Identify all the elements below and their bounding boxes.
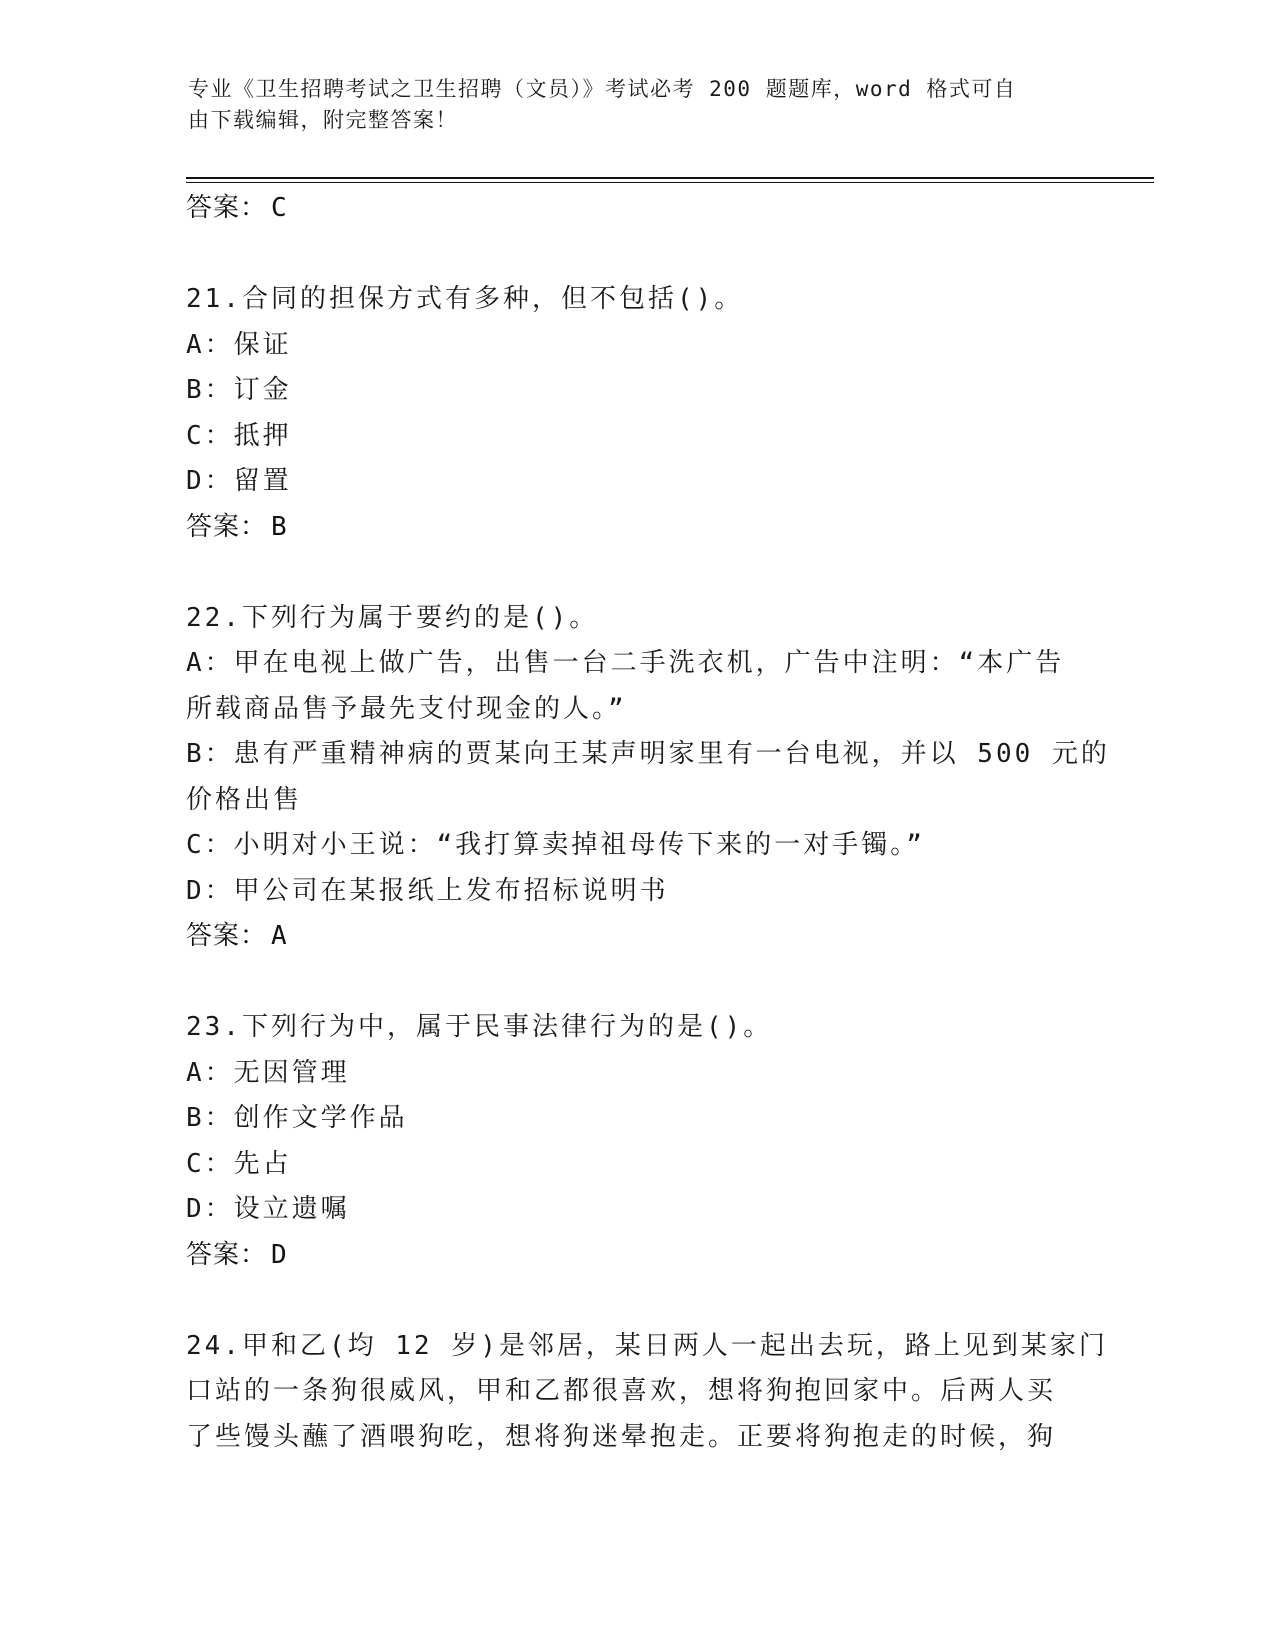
answer-label: 答案： — [186, 1239, 268, 1270]
question-23 — [186, 1005, 1086, 1278]
question-24 — [186, 1324, 1108, 1461]
option-c: C：先占 — [186, 1148, 292, 1179]
answer-line — [186, 1233, 1086, 1279]
option-c: C：小明对小王说：“我打算卖掉祖母传下来的一对手镯。” — [186, 830, 925, 860]
spacer — [186, 232, 1086, 278]
answer-value: C — [271, 193, 288, 223]
question-22 — [186, 596, 1110, 960]
question-stem-line-3: 了些馒头蘸了酒喂狗吃，想将狗迷晕抱走。正要将狗抱走的时候，狗 — [186, 1421, 1057, 1452]
question-stem-line-2: 口站的一条狗很威风，甲和乙都很喜欢，想将狗抱回家中。后两人买 — [186, 1376, 1057, 1406]
answer-line — [186, 505, 1086, 551]
option-b: B：订金 — [186, 375, 292, 405]
answer-label: 答案： — [186, 921, 268, 951]
option-a: A：无因管理 — [186, 1057, 350, 1088]
answer-value: B — [271, 511, 288, 542]
option-b-continued: 价格出售 — [186, 784, 303, 815]
question-stem: 22.下列行为属于要约的是()。 — [186, 602, 599, 633]
spacer — [186, 1278, 1086, 1324]
option-d: D：甲公司在某报纸上发布招标说明书 — [186, 875, 669, 906]
header-divider-thin — [186, 182, 1154, 183]
question-stem: 23.下列行为中，属于民事法律行为的是()。 — [186, 1012, 773, 1042]
header-line-2: 由下载编辑，附完整答案！ — [188, 108, 458, 132]
spacer — [186, 550, 1086, 596]
answer-label: 答案： — [186, 511, 268, 542]
option-a: A：保证 — [186, 329, 292, 360]
option-a-continued: 所载商品售予最先支付现金的人。” — [186, 693, 627, 724]
header-line-1: 专业《卫生招聘考试之卫生招聘（文员）》考试必考 200 题题库，word 格式可自 — [188, 77, 1017, 101]
answer-line — [186, 914, 1086, 960]
answer-label: 答案： — [186, 193, 268, 223]
spacer — [186, 960, 1086, 1006]
answer-value: D — [271, 1239, 288, 1270]
answer-value: A — [271, 921, 288, 951]
option-c: C：抵押 — [186, 420, 292, 451]
page-header — [188, 74, 1068, 136]
option-d: D：设立遗嘱 — [186, 1194, 350, 1224]
option-b: B：创作文学作品 — [186, 1103, 408, 1133]
answer-line — [186, 186, 1086, 232]
option-b: B：患有严重精神病的贾某向王某声明家里有一台电视，并以 500 元的 — [186, 739, 1110, 769]
option-d: D：留置 — [186, 466, 292, 496]
question-content — [186, 186, 1110, 1460]
question-21 — [186, 277, 1086, 550]
header-divider — [186, 177, 1154, 179]
option-a: A：甲在电视上做广告，出售一台二手洗衣机，广告中注明：“本广告 — [186, 648, 1065, 678]
question-stem-line-1: 24.甲和乙(均 12 岁)是邻居，某日两人一起出去玩，路上见到某家门 — [186, 1330, 1108, 1361]
question-stem: 21.合同的担保方式有多种，但不包括()。 — [186, 284, 744, 314]
